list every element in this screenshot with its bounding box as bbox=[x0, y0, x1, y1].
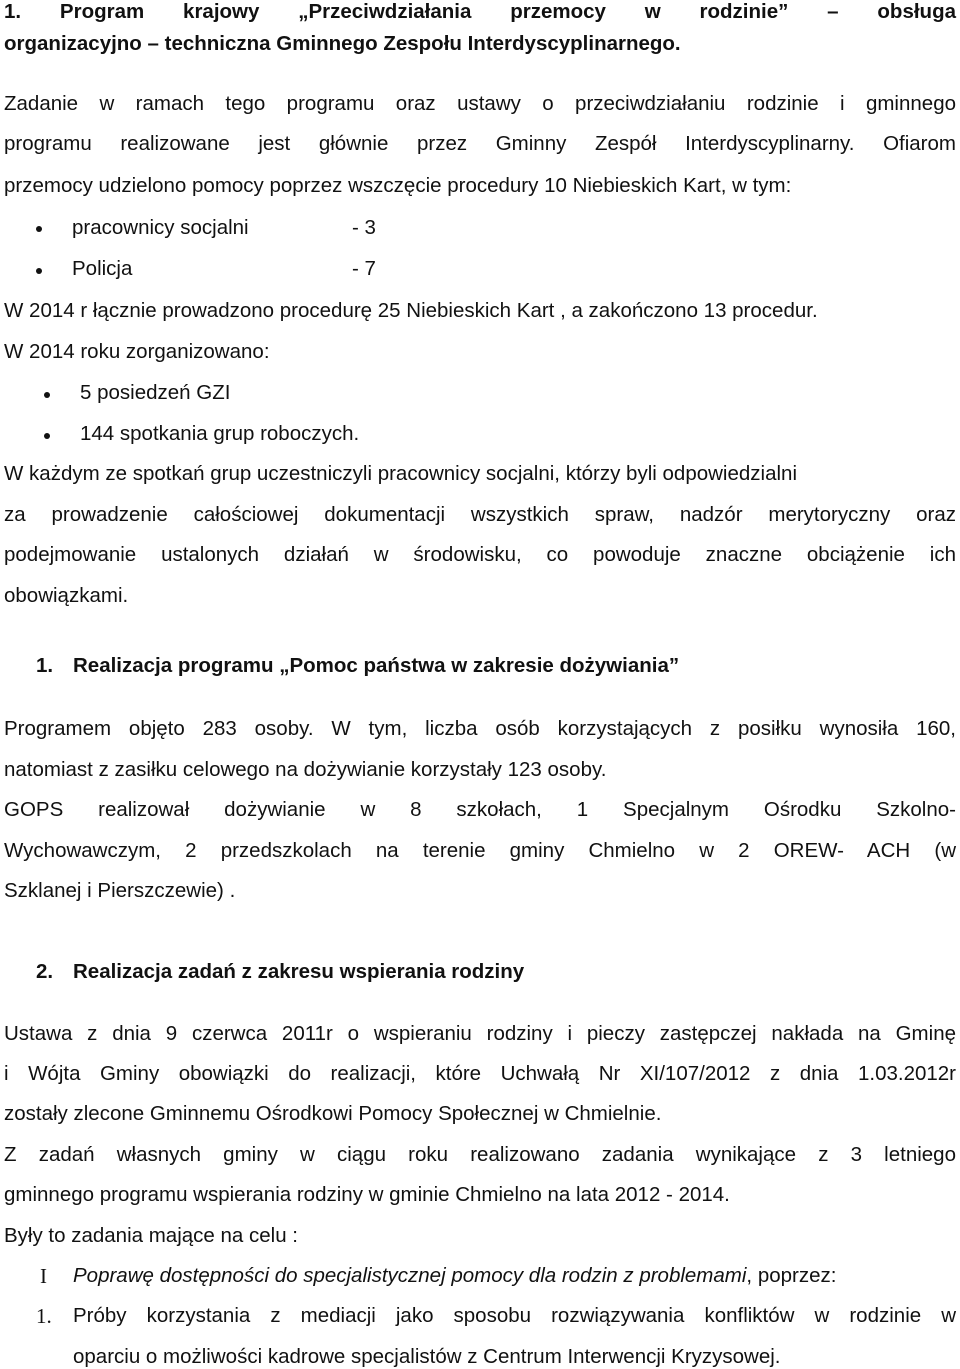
goals-intro: Były to zadania mające na celu : bbox=[4, 1224, 298, 1247]
goal-italic: Poprawę dostępności do specjalistycznej pomocy dla rodzin z problemami bbox=[73, 1264, 747, 1287]
section-heading: Realizacja programu „Pomoc państwa w zakresie dożywiania” bbox=[73, 654, 680, 677]
bullet-icon bbox=[36, 268, 42, 274]
paragraph-line: i Wójta Gminy obowiązki do realizacji, które Uchwałą Nr XI/107/2012 z dnia 1.03.2012r bbox=[4, 1062, 956, 1085]
bullet-icon bbox=[44, 392, 50, 398]
paragraph-line: Ustawa z dnia 9 czerwca 2011r o wspieraniu rodziny i pieczy zastępczej nakłada na Gminę bbox=[4, 1022, 956, 1045]
paragraph-line: obowiązkami. bbox=[4, 584, 129, 607]
paragraph-line: gminnego programu wspierania rodziny w gminie Chmielno na lata 2012 - 2014. bbox=[4, 1183, 730, 1206]
paragraph-line: Szklanej i Pierszczewie) . bbox=[4, 879, 236, 902]
paragraph-line: Wychowawczym, 2 przedszkolach na terenie gminy Chmielno w 2 OREW- ACH (w bbox=[4, 839, 956, 862]
section-number: 2. bbox=[36, 960, 54, 983]
list-item-label: pracownicy socjalni bbox=[72, 216, 249, 239]
item-line: Próby korzystania z mediacji jako sposobu rozwiązywania konfliktów w rodzinie w bbox=[73, 1304, 956, 1327]
paragraph-line: Z zadań własnych gminy w ciągu roku realizowano zadania wynikające z 3 letniego bbox=[4, 1143, 956, 1166]
paragraph-line: W każdym ze spotkań grup uczestniczyli pracownicy socjalni, którzy byli odpowiedzialni bbox=[4, 462, 797, 485]
paragraph-line: za prowadzenie całościowej dokumentacji wszystkich spraw, nadzór merytoryczny oraz bbox=[4, 503, 956, 526]
item-marker: 1. bbox=[36, 1304, 52, 1328]
organized-intro: W 2014 roku zorganizowano: bbox=[4, 340, 270, 363]
goal-line bbox=[73, 1266, 836, 1287]
bullet-icon bbox=[44, 433, 50, 439]
list-item-label: Policja bbox=[72, 257, 133, 280]
section-heading-line-2: organizacyjno – techniczna Gminnego Zespołu Interdyscyplinarnego. bbox=[4, 32, 681, 55]
item-line: oparciu o możliwości kadrowe specjalistów z Centrum Interwencji Kryzysowej. bbox=[73, 1345, 781, 1368]
goal-rest: , poprzez: bbox=[746, 1264, 837, 1287]
section-number: 1. bbox=[36, 654, 54, 677]
paragraph-line: Zadanie w ramach tego programu oraz ustawy o przeciwdziałaniu rodzinie i gminnego bbox=[4, 92, 956, 115]
list-item: 5 posiedzeń GZI bbox=[80, 381, 231, 404]
paragraph-line: podejmowanie ustalonych działań w środowisku, co powoduje znaczne obciążenie ich bbox=[4, 543, 956, 566]
paragraph-line: GOPS realizował dożywianie w 8 szkołach, 1 Specjalnym Ośrodku Szkolno- bbox=[4, 798, 956, 821]
section-heading: Realizacja zadań z zakresu wspierania rodziny bbox=[73, 960, 525, 983]
paragraph-line: natomiast z zasiłku celowego na dożywianie korzystały 123 osoby. bbox=[4, 758, 607, 781]
paragraph-line: przemocy udzielono pomocy poprzez wszczęcie procedury 10 Niebieskich Kart, w tym: bbox=[4, 174, 792, 197]
list-item: 144 spotkania grup roboczych. bbox=[80, 422, 360, 445]
paragraph-line: programu realizowane jest głównie przez Gminny Zespół Interdyscyplinarny. Ofiarom bbox=[4, 132, 956, 155]
list-item-count: - 3 bbox=[352, 216, 376, 239]
section-heading-line-1: 1. Program krajowy „Przeciwdziałania przemocy w rodzinie” – obsługa bbox=[4, 0, 956, 23]
summary-line: W 2014 r łącznie prowadzono procedurę 25 Niebieskich Kart , a zakończono 13 procedur. bbox=[4, 299, 818, 322]
list-item-count: - 7 bbox=[352, 257, 376, 280]
bullet-icon bbox=[36, 226, 42, 232]
goal-marker: I bbox=[40, 1264, 47, 1288]
paragraph-line: zostały zlecone Gminnemu Ośrodkowi Pomocy Społecznej w Chmielnie. bbox=[4, 1102, 662, 1125]
paragraph-line: Programem objęto 283 osoby. W tym, liczba osób korzystających z posiłku wynosiła 160, bbox=[4, 717, 956, 740]
